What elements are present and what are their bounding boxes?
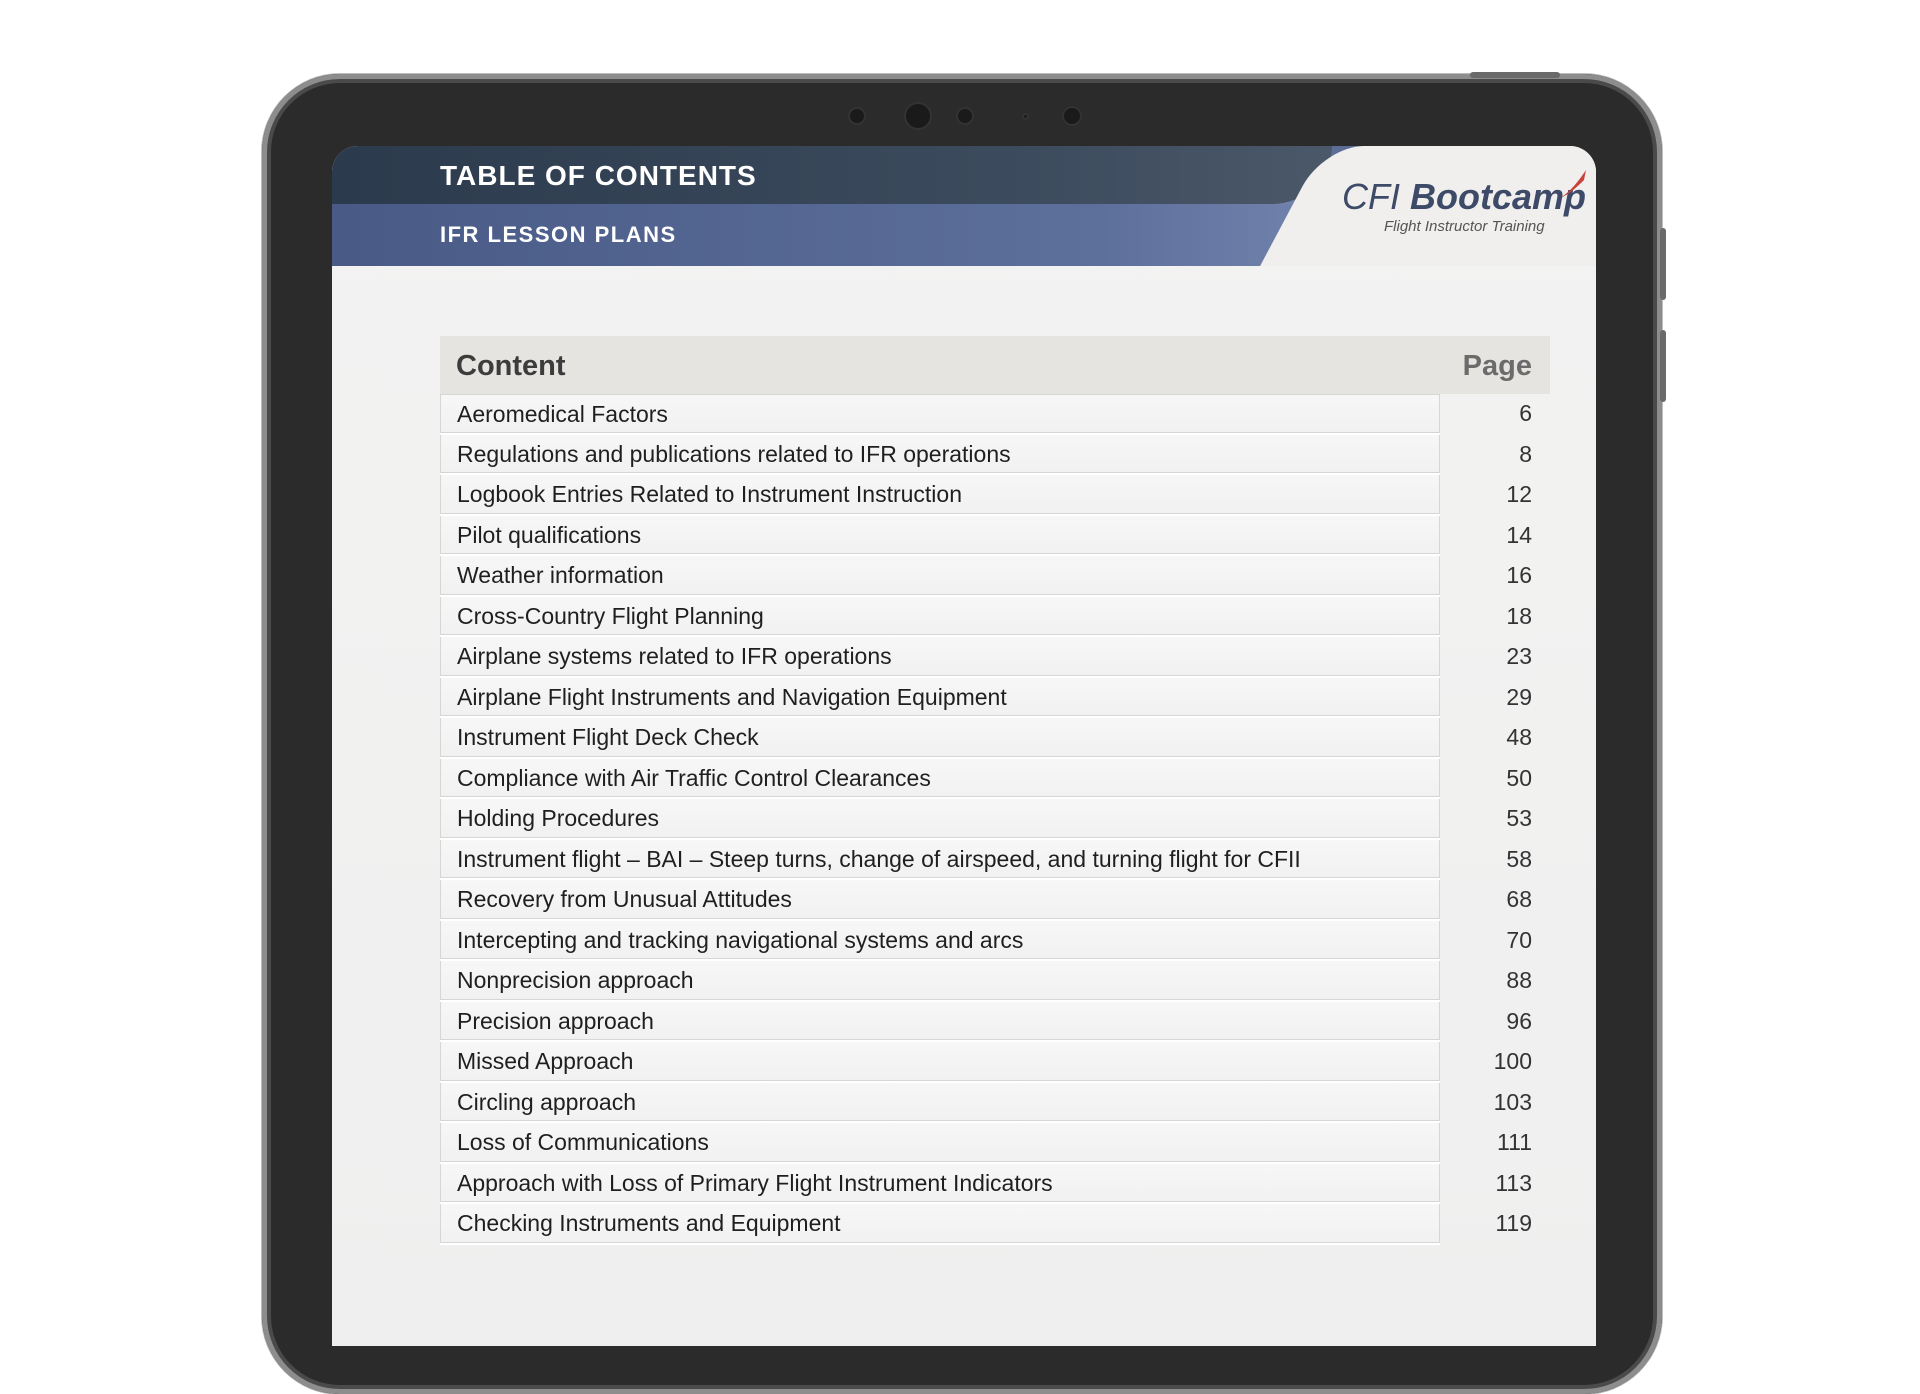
table-row[interactable] — [440, 1042, 1550, 1083]
toc-entry-page: 6 — [1519, 400, 1532, 426]
toc-entry-title[interactable]: Checking Instruments and Equipment — [440, 1204, 1440, 1243]
table-of-contents — [440, 336, 1550, 1245]
row-divider — [440, 1243, 1440, 1245]
toc-entry-page: 12 — [1506, 481, 1532, 507]
table-row[interactable] — [440, 840, 1550, 881]
table-body — [440, 394, 1550, 1245]
toc-entry-title[interactable]: Weather information — [440, 556, 1440, 595]
toc-entry-title[interactable]: Circling approach — [440, 1083, 1440, 1122]
toc-entry-title[interactable]: Precision approach — [440, 1002, 1440, 1041]
table-row[interactable] — [440, 880, 1550, 921]
toc-entry-title[interactable]: Logbook Entries Related to Instrument Instruction — [440, 475, 1440, 514]
toc-entry-title[interactable]: Intercepting and tracking navigational systems and arcs — [440, 921, 1440, 960]
table-row[interactable] — [440, 556, 1550, 597]
toc-entry-title[interactable]: Airplane systems related to IFR operations — [440, 637, 1440, 676]
toc-entry-page: 96 — [1506, 1007, 1532, 1034]
column-header-page: Page — [1462, 350, 1532, 382]
toc-entry-title[interactable]: Airplane Flight Instruments and Navigation Equipment — [440, 678, 1440, 717]
table-row[interactable] — [440, 718, 1550, 759]
toc-entry-title[interactable]: Missed Approach — [440, 1042, 1440, 1081]
toc-entry-title[interactable]: Instrument flight – BAI – Steep turns, change of airspeed, and turning flight for CFII — [440, 840, 1440, 879]
toc-entry-page: 29 — [1506, 683, 1532, 710]
toc-entry-page: 48 — [1506, 724, 1532, 750]
toc-entry-title[interactable]: Compliance with Air Traffic Control Clearances — [440, 759, 1440, 798]
logo-brand-part2: Bootcamp — [1410, 176, 1587, 217]
table-row[interactable] — [440, 1204, 1550, 1245]
logo-plane-swoosh-icon — [1558, 168, 1588, 202]
toc-entry-title[interactable]: Nonprecision approach — [440, 961, 1440, 1000]
toc-entry-page: 23 — [1506, 643, 1532, 669]
column-header-content: Content — [456, 350, 566, 382]
table-row[interactable] — [440, 475, 1550, 516]
tablet-volume-down-button — [1660, 330, 1666, 402]
sensor-icon — [850, 109, 864, 123]
toc-entry-title[interactable]: Recovery from Unusual Attitudes — [440, 880, 1440, 919]
sensor-icon — [1064, 108, 1080, 124]
toc-entry-page: 103 — [1493, 1088, 1532, 1115]
toc-entry-title[interactable]: Approach with Loss of Primary Flight Instrument Indicators — [440, 1164, 1440, 1203]
toc-entry-title[interactable]: Cross-Country Flight Planning — [440, 597, 1440, 636]
toc-entry-title[interactable]: Pilot qualifications — [440, 516, 1440, 555]
table-row[interactable] — [440, 435, 1550, 476]
tablet-screen — [332, 146, 1596, 1346]
cfi-bootcamp-logo — [1342, 176, 1587, 246]
toc-entry-title[interactable]: Instrument Flight Deck Check — [440, 718, 1440, 757]
table-row[interactable] — [440, 759, 1550, 800]
logo-brand-part1: CFI — [1342, 176, 1400, 217]
page-title: TABLE OF CONTENTS — [440, 160, 757, 191]
table-row[interactable] — [440, 921, 1550, 962]
toc-entry-title[interactable]: Regulations and publications related to IFR operations — [440, 435, 1440, 474]
toc-entry-title[interactable]: Holding Procedures — [440, 799, 1440, 838]
tablet-volume-up-button — [1660, 228, 1666, 300]
toc-entry-page: 70 — [1506, 926, 1532, 953]
page-subtitle: IFR LESSON PLANS — [440, 222, 677, 247]
logo-wordmark — [1342, 176, 1586, 218]
toc-entry-page: 16 — [1506, 562, 1532, 588]
table-row[interactable] — [440, 637, 1550, 678]
table-row[interactable] — [440, 1083, 1550, 1124]
table-row[interactable] — [440, 516, 1550, 557]
toc-entry-page: 14 — [1506, 521, 1532, 548]
toc-entry-page: 88 — [1506, 967, 1532, 993]
table-row[interactable] — [440, 1002, 1550, 1043]
sensor-icon — [1024, 115, 1027, 118]
table-row[interactable] — [440, 799, 1550, 840]
toc-entry-page: 68 — [1506, 886, 1532, 912]
toc-entry-page: 119 — [1495, 1210, 1532, 1236]
toc-entry-page: 50 — [1506, 764, 1532, 791]
toc-entry-page: 100 — [1493, 1048, 1532, 1074]
table-row[interactable] — [440, 678, 1550, 719]
table-row[interactable] — [440, 961, 1550, 1002]
table-row[interactable] — [440, 1164, 1550, 1205]
toc-entry-page: 18 — [1506, 602, 1532, 629]
table-header — [440, 336, 1550, 394]
toc-entry-page: 113 — [1495, 1169, 1532, 1196]
table-row[interactable] — [440, 597, 1550, 638]
toc-entry-title[interactable]: Aeromedical Factors — [440, 394, 1440, 433]
front-camera-icon — [906, 104, 930, 128]
toc-entry-page: 8 — [1519, 440, 1532, 467]
sensor-icon — [958, 109, 972, 123]
toc-entry-page: 58 — [1506, 845, 1532, 872]
table-row[interactable] — [440, 1123, 1550, 1164]
toc-entry-page: 111 — [1497, 1129, 1532, 1155]
table-row[interactable] — [440, 394, 1550, 435]
toc-entry-page: 53 — [1506, 805, 1532, 831]
logo-tagline: Flight Instructor Training — [1384, 218, 1545, 235]
toc-entry-title[interactable]: Loss of Communications — [440, 1123, 1440, 1162]
tablet-top-button — [1470, 72, 1560, 78]
